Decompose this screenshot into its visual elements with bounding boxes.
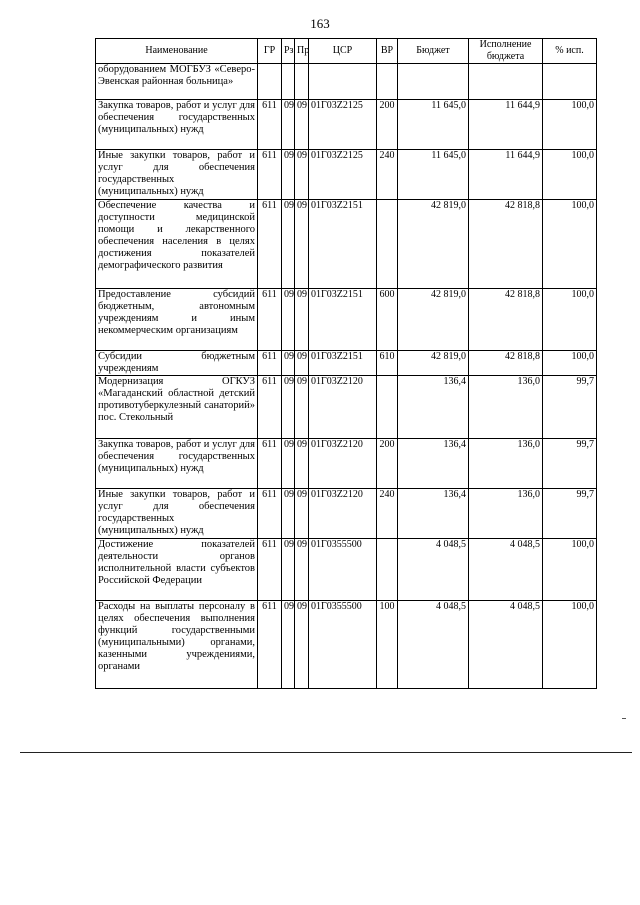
row-vr xyxy=(377,539,398,601)
row-percent: 100,0 xyxy=(543,539,597,601)
row-pr: 09 xyxy=(295,601,309,689)
row-budget: 11 645,0 xyxy=(398,100,469,150)
row-name: Обеспечение качества и доступности медицинской помощи и лекарственного обеспечения населения в целях достижения показателей демографического развития xyxy=(96,200,258,289)
row-gr xyxy=(258,64,282,100)
row-execution: 42 818,8 xyxy=(469,289,543,351)
row-rz: 09 xyxy=(282,601,295,689)
row-percent: 100,0 xyxy=(543,150,597,200)
row-name: Иные закупки товаров, работ и услуг для обеспечения государственных (муниципальных) нужд xyxy=(96,150,258,200)
row-rz: 09 xyxy=(282,289,295,351)
header-execution: Исполнение бюджета xyxy=(469,39,543,64)
row-budget: 136,4 xyxy=(398,489,469,539)
row-vr: 240 xyxy=(377,489,398,539)
header-csr: ЦСР xyxy=(309,39,377,64)
row-percent: 99,7 xyxy=(543,376,597,439)
row-rz: 09 xyxy=(282,539,295,601)
row-gr: 611 xyxy=(258,150,282,200)
row-vr xyxy=(377,64,398,100)
row-budget xyxy=(398,64,469,100)
row-gr: 611 xyxy=(258,439,282,489)
row-name: Иные закупки товаров, работ и услуг для обеспечения государственных (муниципальных) нужд xyxy=(96,489,258,539)
row-csr: 01Г0355500 xyxy=(309,539,377,601)
table-row xyxy=(96,289,597,351)
row-percent: 100,0 xyxy=(543,100,597,150)
header-vr: ВР xyxy=(377,39,398,64)
row-rz: 09 xyxy=(282,150,295,200)
row-vr: 610 xyxy=(377,351,398,376)
row-execution: 4 048,5 xyxy=(469,601,543,689)
row-budget: 4 048,5 xyxy=(398,539,469,601)
row-gr: 611 xyxy=(258,100,282,150)
table-header-row xyxy=(96,39,597,64)
row-rz: 09 xyxy=(282,100,295,150)
row-execution xyxy=(469,64,543,100)
header-gr: ГР xyxy=(258,39,282,64)
row-execution: 4 048,5 xyxy=(469,539,543,601)
row-rz xyxy=(282,64,295,100)
row-gr: 611 xyxy=(258,489,282,539)
row-execution: 42 818,8 xyxy=(469,200,543,289)
row-pr: 09 xyxy=(295,439,309,489)
table-row xyxy=(96,601,597,689)
row-gr: 611 xyxy=(258,539,282,601)
table-row xyxy=(96,200,597,289)
row-vr xyxy=(377,200,398,289)
row-rz: 09 xyxy=(282,439,295,489)
row-csr: 01Г03Z2120 xyxy=(309,439,377,489)
row-name: Расходы на выплаты персоналу в целях обеспечения выполнения функций государственными (муниципальными) органами, казенными учреждениями, органами xyxy=(96,601,258,689)
row-csr: 01Г03Z2125 xyxy=(309,150,377,200)
row-execution: 11 644,9 xyxy=(469,100,543,150)
row-csr xyxy=(309,64,377,100)
row-name: Модернизация ОГКУЗ «Магаданский областной детский противотуберкулезный санаторий» пос. Стекольный xyxy=(96,376,258,439)
page-divider-line xyxy=(20,752,632,753)
row-budget: 136,4 xyxy=(398,376,469,439)
row-gr: 611 xyxy=(258,200,282,289)
row-rz: 09 xyxy=(282,351,295,376)
row-name: Предоставление субсидий бюджетным, автономным учреждениям и иным некоммерческим организациям xyxy=(96,289,258,351)
row-name: Закупка товаров, работ и услуг для обеспечения государственных (муниципальных) нужд xyxy=(96,100,258,150)
row-vr: 100 xyxy=(377,601,398,689)
row-budget: 42 819,0 xyxy=(398,200,469,289)
row-gr: 611 xyxy=(258,351,282,376)
header-name: Наименование xyxy=(96,39,258,64)
row-pr xyxy=(295,64,309,100)
row-percent: 100,0 xyxy=(543,200,597,289)
table-row xyxy=(96,351,597,376)
row-pr: 09 xyxy=(295,351,309,376)
row-percent: 100,0 xyxy=(543,601,597,689)
row-percent: 99,7 xyxy=(543,489,597,539)
row-execution: 42 818,8 xyxy=(469,351,543,376)
table-row xyxy=(96,150,597,200)
row-budget: 4 048,5 xyxy=(398,601,469,689)
row-budget: 11 645,0 xyxy=(398,150,469,200)
header-rz: Рз xyxy=(282,39,295,64)
row-csr: 01Г03Z2120 xyxy=(309,376,377,439)
row-vr: 200 xyxy=(377,439,398,489)
margin-mark xyxy=(622,718,626,719)
row-pr: 09 xyxy=(295,539,309,601)
row-csr: 01Г0355500 xyxy=(309,601,377,689)
table-row xyxy=(96,439,597,489)
row-pr: 09 xyxy=(295,489,309,539)
row-execution: 136,0 xyxy=(469,439,543,489)
row-csr: 01Г03Z2151 xyxy=(309,289,377,351)
table-row xyxy=(96,376,597,439)
row-pr: 09 xyxy=(295,150,309,200)
row-vr: 200 xyxy=(377,100,398,150)
row-execution: 136,0 xyxy=(469,376,543,439)
row-percent: 100,0 xyxy=(543,351,597,376)
row-execution: 136,0 xyxy=(469,489,543,539)
row-pr: 09 xyxy=(295,100,309,150)
row-rz: 09 xyxy=(282,489,295,539)
page-number: 163 xyxy=(310,16,330,31)
row-gr: 611 xyxy=(258,601,282,689)
row-name: Закупка товаров, работ и услуг для обеспечения государственных (муниципальных) нужд xyxy=(96,439,258,489)
row-name: Субсидии бюджетным учреждениям xyxy=(96,351,258,376)
budget-table xyxy=(95,38,597,689)
table-row xyxy=(96,100,597,150)
row-budget: 136,4 xyxy=(398,439,469,489)
row-budget: 42 819,0 xyxy=(398,351,469,376)
table-row xyxy=(96,64,597,100)
header-pr: Пр xyxy=(295,39,309,64)
table-row xyxy=(96,539,597,601)
table-row xyxy=(96,489,597,539)
row-percent: 99,7 xyxy=(543,439,597,489)
row-csr: 01Г03Z2125 xyxy=(309,100,377,150)
row-vr: 240 xyxy=(377,150,398,200)
header-budget: Бюджет xyxy=(398,39,469,64)
row-pr: 09 xyxy=(295,200,309,289)
row-execution: 11 644,9 xyxy=(469,150,543,200)
row-percent xyxy=(543,64,597,100)
row-budget: 42 819,0 xyxy=(398,289,469,351)
row-rz: 09 xyxy=(282,376,295,439)
row-csr: 01Г03Z2151 xyxy=(309,351,377,376)
row-gr: 611 xyxy=(258,289,282,351)
row-percent: 100,0 xyxy=(543,289,597,351)
row-name: оборудованием МОГБУЗ «Северо-Эвенская районная больница» xyxy=(96,64,258,100)
row-csr: 01Г03Z2151 xyxy=(309,200,377,289)
row-csr: 01Г03Z2120 xyxy=(309,489,377,539)
row-vr: 600 xyxy=(377,289,398,351)
row-vr xyxy=(377,376,398,439)
row-name: Достижение показателей деятельности органов исполнительной власти субъектов Российской Федерации xyxy=(96,539,258,601)
row-pr: 09 xyxy=(295,289,309,351)
header-percent: % исп. xyxy=(543,39,597,64)
row-pr: 09 xyxy=(295,376,309,439)
row-gr: 611 xyxy=(258,376,282,439)
row-rz: 09 xyxy=(282,200,295,289)
